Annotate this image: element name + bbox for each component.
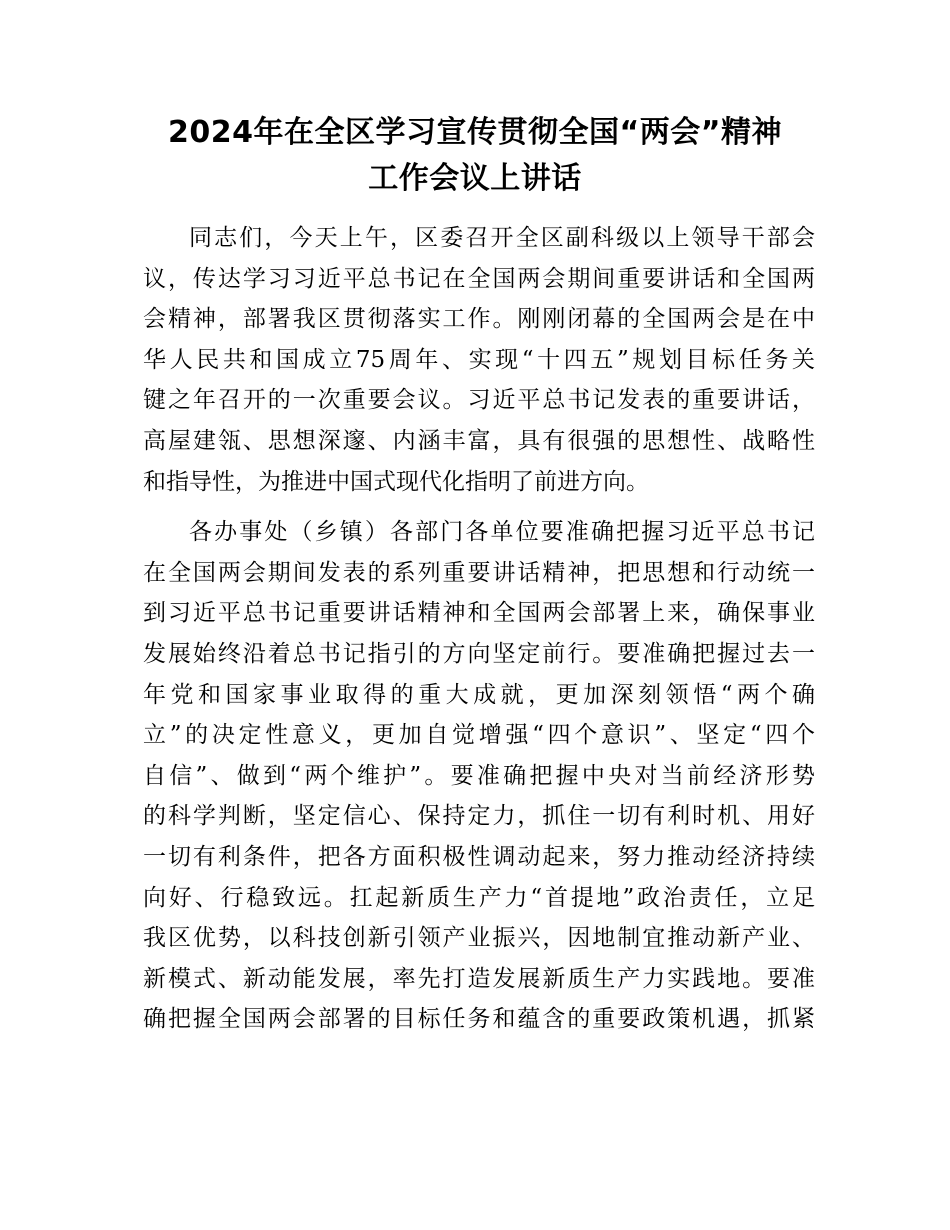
text-line: 在全国两会期间发表的系列重要讲话精神，把思想和行动统一 [143, 559, 815, 586]
paragraph-1 [143, 218, 815, 502]
text-line: 键之年召开的一次重要会议。习近平总书记发表的重要讲话， [143, 387, 815, 414]
text-line: 年党和国家事业取得的重大成就，更加深刻领悟“两个确 [143, 681, 815, 708]
text-line: 和指导性，为推进中国式现代化指明了前进方向。 [143, 468, 649, 495]
paragraph-gap [143, 502, 815, 512]
document-body [143, 218, 815, 1040]
text-line: 我区优势，以科技创新引领产业振兴，因地制宜推动新产业、 [143, 925, 815, 952]
document-title [100, 110, 850, 202]
text-line: 华人民共和国成立75周年、实现“十四五”规划目标任务关 [143, 346, 815, 373]
paragraph-2 [143, 512, 815, 1040]
text-line: 立”的决定性意义，更加自觉增强“四个意识”、坚定“四个 [143, 722, 815, 749]
text-line: 各办事处（乡镇）各部门各单位要准确把握习近平总书记 [189, 519, 815, 546]
text-line: 高屋建瓴、思想深邃、内涵丰富，具有很强的思想性、战略性 [143, 427, 815, 454]
title-line-1: 2024年在全区学习宣传贯彻全国“两会”精神 [168, 115, 782, 150]
text-line: 会精神，部署我区贯彻落实工作。刚刚闭幕的全国两会是在中 [143, 306, 815, 333]
title-line-2: 工作会议上讲话 [368, 161, 582, 196]
text-line: 确把握全国两会部署的目标任务和蕴含的重要政策机遇，抓紧 [143, 1006, 815, 1033]
text-line: 自信”、做到“两个维护”。要准确把握中央对当前经济形势 [143, 762, 815, 789]
text-line: 向好、行稳致远。扛起新质生产力“首提地”政治责任，立足 [143, 884, 815, 911]
text-line: 一切有利条件，把各方面积极性调动起来，努力推动经济持续 [143, 843, 815, 870]
text-line: 议，传达学习习近平总书记在全国两会期间重要讲话和全国两 [143, 265, 815, 292]
text-line: 到习近平总书记重要讲话精神和全国两会部署上来，确保事业 [143, 600, 815, 627]
text-line: 新模式、新动能发展，率先打造发展新质生产力实践地。要准 [143, 965, 815, 992]
text-line: 的科学判断，坚定信心、保持定力，抓住一切有利时机、用好 [143, 803, 815, 830]
text-line: 同志们，今天上午，区委召开全区副科级以上领导干部会 [189, 225, 815, 251]
text-line: 发展始终沿着总书记指引的方向坚定前行。要准确把握过去一 [143, 640, 815, 667]
